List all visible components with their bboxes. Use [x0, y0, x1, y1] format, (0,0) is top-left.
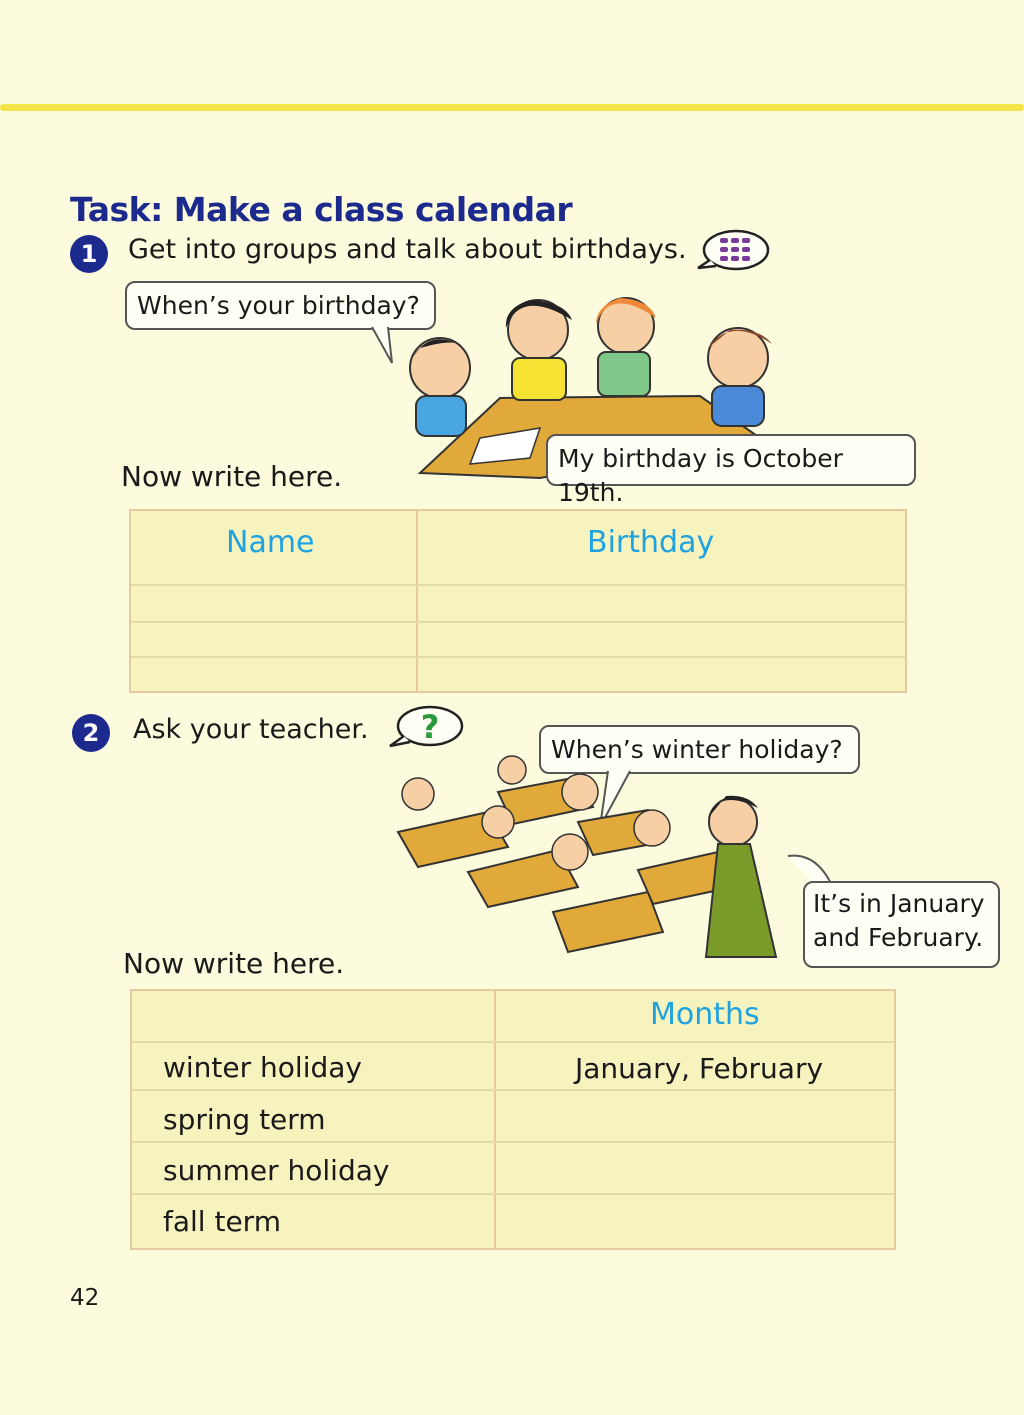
months-table-header-months: Months — [650, 997, 760, 1032]
bubble-birthday-answer — [546, 434, 916, 507]
page-number: 42 — [70, 1285, 100, 1311]
bubble-birthday-question — [125, 281, 436, 330]
svg-text:?: ? — [420, 708, 440, 746]
bubble-holiday-answer-line-1: It’s in January — [813, 889, 985, 918]
classroom-illustration — [388, 752, 788, 964]
section-2-number-badge: 2 — [72, 714, 110, 752]
section-2-instruction: Ask your teacher. — [133, 714, 369, 745]
section-1-number-badge: 1 — [70, 235, 108, 273]
section-1-instruction: Get into groups and talk about birthdays. — [128, 234, 687, 265]
months-table-cell-months: January, February — [575, 1052, 824, 1085]
months-table — [130, 989, 896, 1250]
section-2-write-prompt: Now write here. — [123, 947, 345, 980]
bubble-holiday-answer — [803, 881, 1000, 968]
bubble-holiday-answer-line-2: and February. — [813, 922, 984, 952]
task-title: Task: Make a class calendar — [70, 190, 573, 229]
bubble-tail — [370, 327, 400, 367]
birthday-table-header-birthday: Birthday — [587, 525, 715, 560]
months-table-cell-event: fall term — [163, 1205, 281, 1238]
bubble-birthday-answer-text: My birthday is October 19th. — [558, 444, 843, 507]
months-table-cell-event: summer holiday — [163, 1154, 390, 1187]
birthday-table — [129, 509, 907, 693]
section-1-write-prompt: Now write here. — [121, 460, 343, 493]
bubble-holiday-question-text: When’s winter holiday? — [551, 735, 843, 764]
months-table-cell-event: spring term — [163, 1103, 326, 1136]
bubble-birthday-question-text: When’s your birthday? — [137, 291, 420, 320]
question-bubble-icon — [388, 704, 466, 750]
months-table-cell-event: winter holiday — [163, 1051, 362, 1084]
top-rule — [0, 104, 1024, 111]
birthday-table-header-name: Name — [226, 525, 315, 560]
speech-dots-icon — [696, 228, 772, 274]
